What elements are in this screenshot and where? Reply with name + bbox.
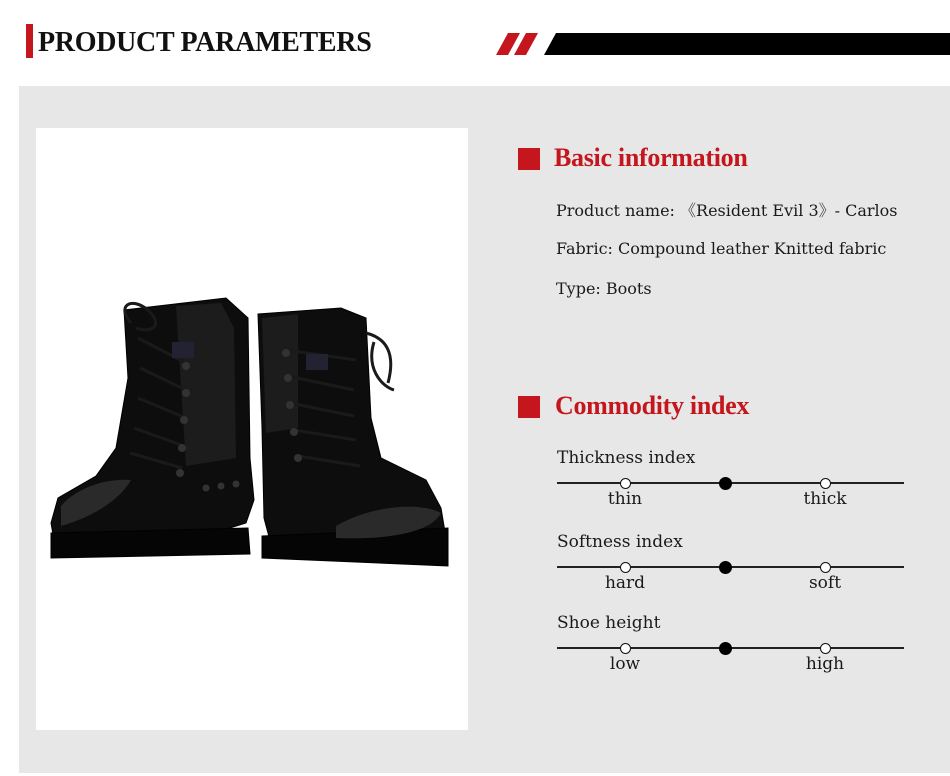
index-level-marker [719,477,732,490]
right-boot [258,308,448,566]
combat-boots-photo [36,128,468,730]
commodity-index-heading: Commodity index [555,391,750,420]
basic-info-square-icon [518,148,540,170]
index-low-dot [620,643,631,654]
index-low-label: thin [607,489,643,509]
index-low-label: low [609,654,641,674]
index-low-label: hard [604,573,646,593]
index-level-marker [719,642,732,655]
index-high-label: soft [808,573,842,593]
fabric-line: Fabric: Compound leather Knitted fabric [556,239,887,258]
index-label: Shoe height [557,613,661,633]
index-high-dot [820,478,831,489]
index-low-dot [620,478,631,489]
index-high-dot [820,562,831,573]
product-photo [36,128,468,730]
left-boot [51,298,254,558]
index-high-dot [820,643,831,654]
header-stripes [496,33,950,55]
type-line: Type: Boots [556,279,652,298]
index-high-label: thick [803,489,847,509]
index-label: Softness index [557,532,683,552]
commodity-index-square-icon [518,396,540,418]
index-low-dot [620,562,631,573]
page-header [0,0,950,80]
product-name-line: Product name: 《Resident Evil 3》- Carlos [556,201,898,220]
title-accent-bar [26,24,33,58]
index-high-label: high [805,654,845,674]
basic-info-heading: Basic information [554,143,748,172]
index-label: Thickness index [557,448,696,468]
page-title: PRODUCT PARAMETERS [38,27,372,58]
index-level-marker [719,561,732,574]
